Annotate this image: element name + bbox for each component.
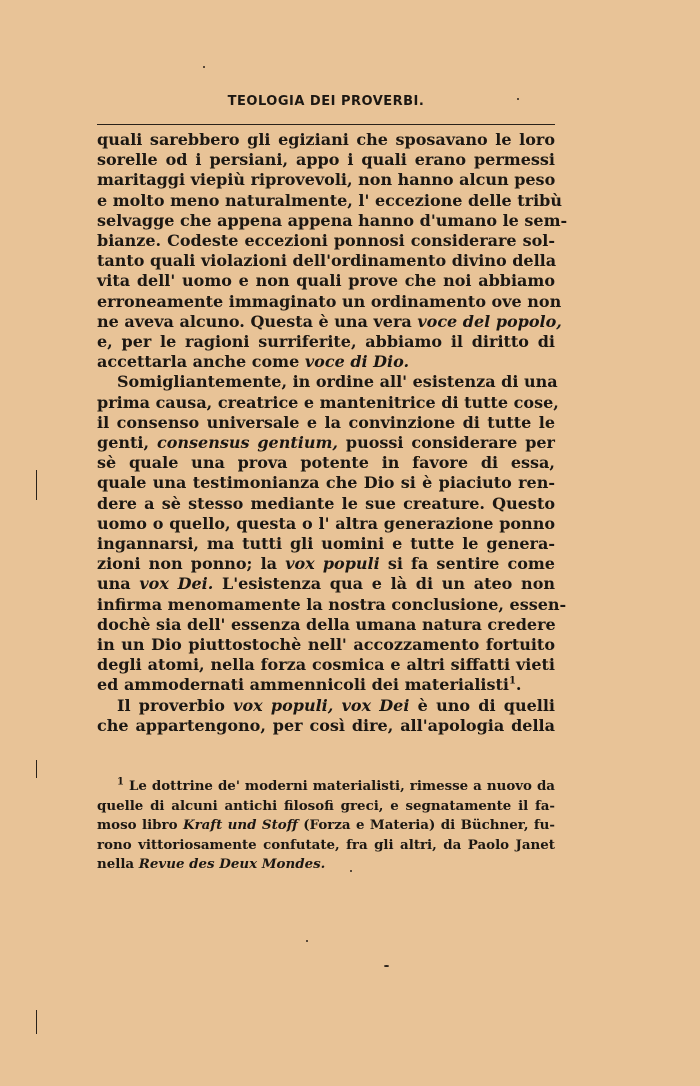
text-line: Il proverbio vox populi, vox Dei è uno di quelli xyxy=(117,695,555,715)
text-line: sorelle od i persiani, appo i quali erano permessi xyxy=(97,150,555,170)
text-line: erroneamente immaginato un ordinamento ove non xyxy=(97,291,562,311)
footnote-line: $^1$ Le dottrine de' moderni materialisti, rimesse a nuovo da xyxy=(117,776,555,794)
margin-mark xyxy=(36,470,37,500)
scan-speck xyxy=(350,870,352,872)
header-rule xyxy=(97,124,555,125)
text-line: uomo o quello, questa o l' altra generazione ponno xyxy=(97,513,555,533)
text-line: dere a sè stesso mediante le sue creature. Questo xyxy=(97,493,555,513)
text-line: quali sarebbero gli egiziani che sposavano le loro xyxy=(97,130,555,149)
text-line: in un Dio piuttostochè nell' accozzamento fortuito xyxy=(97,635,555,655)
running-header: TEOLOGIA DEI PROVERBI. xyxy=(227,94,425,109)
text-line: prima causa, creatrice e mantenitrice di tutte cose, xyxy=(97,392,559,412)
text-line: tanto quali violazioni dell'ordinamento divino della xyxy=(97,251,557,271)
text-line: bianze. Codeste eccezioni ponnosi considerare sol- xyxy=(97,231,555,251)
text-line: accettarla anche come voce di Dio. xyxy=(97,352,410,372)
text-line: Somigliantemente, in ordine all' esistenza di una xyxy=(117,372,558,392)
text-line: ed ammodernati ammennicoli dei materialisti$^1$. xyxy=(97,675,522,695)
text-line: infirma menomamente la nostra conclusione, essen- xyxy=(97,594,567,614)
footnote-mark: 1 xyxy=(117,776,124,788)
text-line: zioni non ponno; la vox populi si fa sentire come xyxy=(97,554,555,574)
text-line: dochè sia dell' essenza della umana natura credere xyxy=(97,614,556,634)
scan-speck xyxy=(306,940,308,942)
margin-mark xyxy=(36,1010,37,1034)
text-line: degli atomi, nella forza cosmica e altri siffatti vieti xyxy=(97,655,555,675)
footnote xyxy=(97,777,555,875)
main-text xyxy=(97,130,568,736)
footnote-line: moso libro Kraft und Stoff (Forza e Materia) di Büchner, fu- xyxy=(97,817,555,834)
scan-speck xyxy=(517,98,519,100)
footnote-reference[interactable]: 1 xyxy=(508,676,516,688)
text-line: e molto meno naturalmente, l' eccezione delle tribù xyxy=(97,190,562,210)
text-line: genti, consensus gentium, puossi considerare per xyxy=(97,433,555,453)
text-line: ne aveva alcuno. Questa è una vera voce del popolo, xyxy=(97,311,562,331)
text-line: una vox Dei. L'esistenza qua e là di un ateo non xyxy=(97,574,555,594)
text-line: che appartengono, per così dire, all'apologia della xyxy=(97,715,555,735)
text-line: maritaggi viepiù riprovevoli, non hanno alcun peso xyxy=(97,170,556,190)
margin-mark xyxy=(36,760,37,778)
scan-speck xyxy=(203,66,205,68)
text-line: quale una testimonianza che Dio si è piaciuto ren- xyxy=(97,473,555,493)
footnote-line: nella Revue des Deux Mondes. xyxy=(97,856,326,873)
footnote-line: quelle di alcuni antichi filosofi greci, e segnatamente il fa- xyxy=(97,797,555,814)
text-line: il consenso universale e la convinzione di tutte le xyxy=(97,412,555,432)
text-line: sè quale una prova potente in favore di essa, xyxy=(97,453,555,473)
text-line: vita dell' uomo e non quali prove che noi abbiamo xyxy=(97,271,555,291)
footnote-line: rono vittoriosamente confutate, fra gli altri, da Paolo Janet xyxy=(97,836,555,853)
text-line: selvagge che appena appena hanno d'umano le sem- xyxy=(97,210,568,230)
scan-speck xyxy=(384,965,389,967)
text-line: ingannarsi, ma tutti gli uomini e tutte le genera- xyxy=(97,534,555,554)
text-line: e, per le ragioni surriferite, abbiamo il diritto di xyxy=(97,332,555,352)
